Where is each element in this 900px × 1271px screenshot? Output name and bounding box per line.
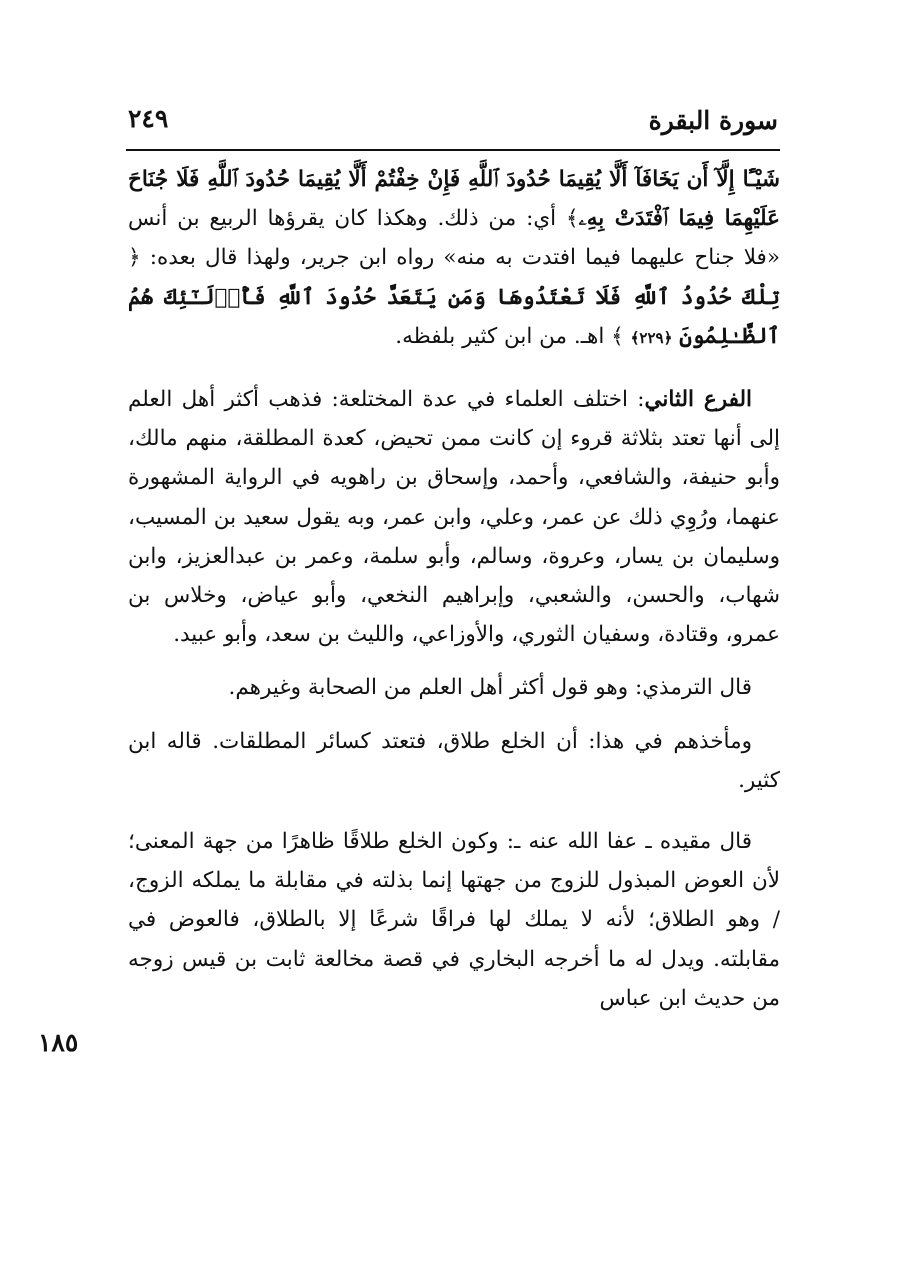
page-body	[128, 160, 780, 1018]
paragraph-tirmidhi: قال الترمذي: وهو قول أكثر أهل العلم من الصحابة وغيرهم.	[228, 675, 752, 701]
paragraph-quran-commentary	[128, 160, 780, 358]
ayah-number: ﴿٢٢٩﴾	[630, 328, 673, 347]
surah-name: سورة البقرة	[648, 106, 778, 135]
page-header	[128, 100, 778, 146]
paragraph-text: : اختلف العلماء في عدة المختلعة: فذهب أكثر أهل العلم إلى أنها تعتد بثلاثة قروء إن كانت ممن تحيض، كعدة المطلقة، منهم مالك، وأبو حنيفة، والشافعي، وأحمد، وإسحاق بن راهويه في الرواية المشهورة عنهما، ورُوِي ذلك عن عمر، وعلي، وابن عمر، وبه يقول سعيد بن المسيب، وسليمان بن يسار، وعروة، وسالم، وأبو سلمة، وعمر بن عبدالعزيز، وابن شهاب، والحسن، والشعبي، وإبراهيم النخعي، وأبو عياض، وخلاس بن عمرو، وقتادة، وسفيان الثوري، والأوزاعي، والليث بن سعد، وأبو عبيد.	[128, 387, 780, 648]
paragraph-basis: ومأخذهم في هذا: أن الخلع طلاق، فتعتد كسائر المطلقات. قاله ابن كثير.	[128, 728, 780, 793]
header-rule	[126, 149, 780, 151]
section-lead: الفرع الثاني	[644, 387, 752, 413]
commentary-text: ﴾ أي: من ذلك. وهكذا كان يقرؤها الربيع بن أنس «فلا جناح عليهما فيما افتدت به منه» رواه ابن جرير، ولهذا قال بعده: ﴿	[128, 206, 780, 271]
paragraph-second-branch	[128, 380, 780, 654]
margin-page-number: ١٨٥	[38, 1028, 79, 1057]
citation-text: ﴾ اهـ. من ابن كثير بلفظه.	[395, 323, 631, 349]
quran-text: شَيْـًٔا إِلَّآ أَن يَخَافَآ أَلَّا يُقِيمَا حُدُودَ ٱللَّهِ فَإِنْ خِفْتُمْ أَلَّا يُقِيمَا حُدُودَ ٱللَّهِ فَلَا جُنَاحَ عَلَيْهِمَا فِيمَا ٱفْتَدَتْ بِهِۦ	[128, 167, 781, 232]
quran-text-second: تِلْكَ حُدُودُ ٱللَّهِ فَلَا تَعْتَدُوهَا وَمَن يَتَعَدَّ حُدُودَ ٱللَّهِ فَأُو۟لَـٰٓئِكَ هُمُ ٱلظَّـٰلِمُونَ	[128, 284, 780, 349]
page-number: ٢٤٩	[128, 104, 169, 133]
paragraph-author-note: قال مقيده ـ عفا الله عنه ـ: وكون الخلع طلاقًا ظاهرًا من جهة المعنى؛ لأن العوض المبذول للزوج من جهتها إنما بذلته في مقابلة ما يملكه الزوج، / وهو الطلاق؛ لأنه لا يملك لها فراقًا شرعًا إلا بالطلاق، فالعوض في مقابلته. ويدل له ما أخرجه البخاري في قصة مخالعة ثابت بن قيس زوجه من حديث ابن عباس	[128, 829, 780, 1011]
